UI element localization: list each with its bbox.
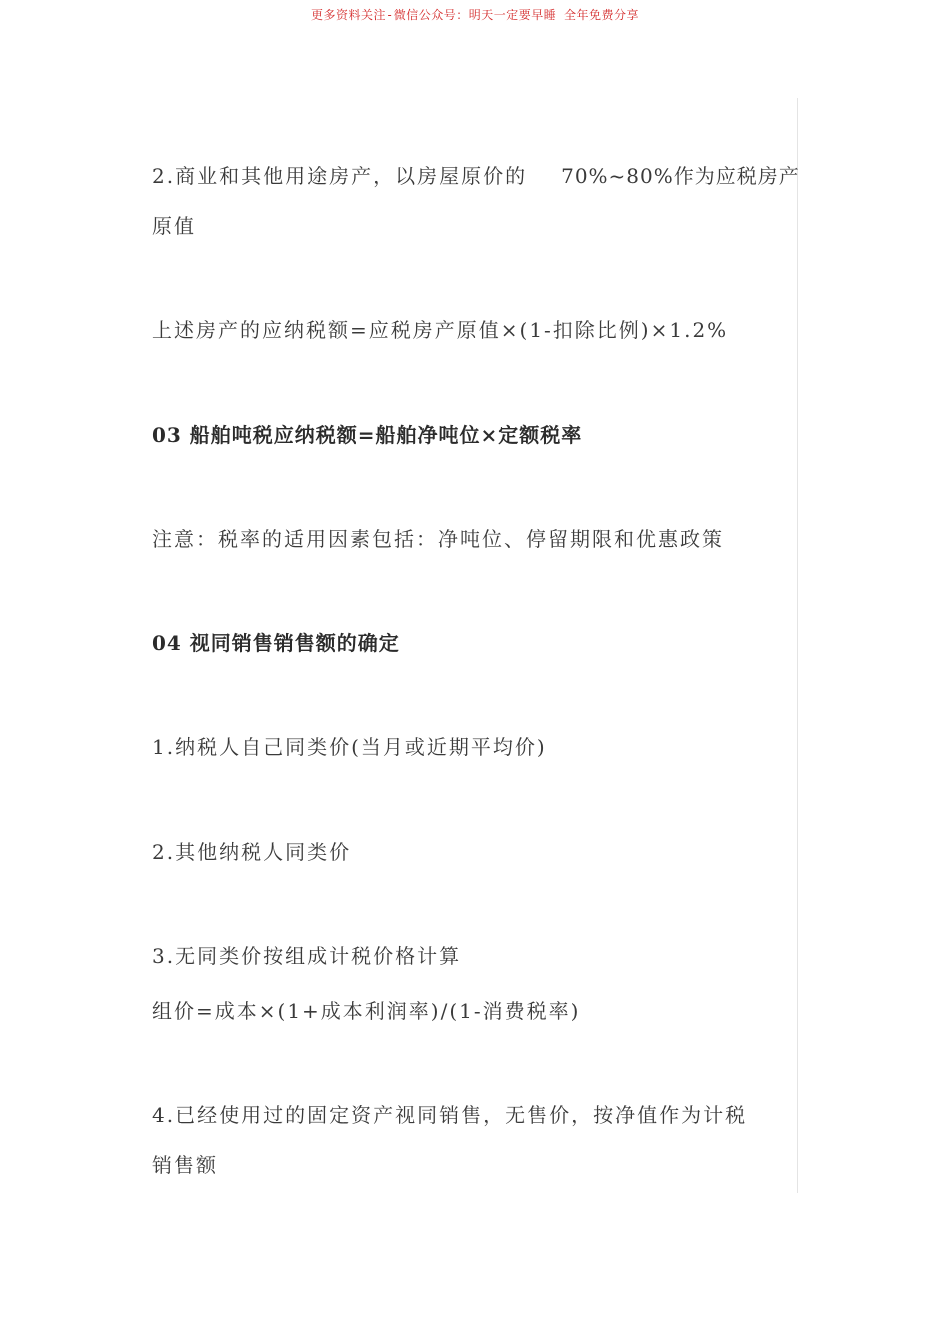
list-item-used-fixed-assets: 4.已经使用过的固定资产视同销售，无售价，按净值作为计税 [152,1103,748,1127]
list-item-other-price: 2.其他纳税人同类价 [152,840,352,864]
paragraph-commercial-property-continuation: 原值 [152,214,196,238]
header-banner: 更多资料关注-微信公众号：明天一定要早睡 全年免费分享 [311,8,639,22]
heading-section-04: 04 视同销售销售额的确定 [152,631,400,655]
paragraph-commercial-property [152,164,800,188]
page-edge-rule [797,98,798,1193]
note-tax-rate-factors: 注意：税率的适用因素包括：净吨位、停留期限和优惠政策 [152,527,724,551]
list-item-used-fixed-assets-continuation: 销售额 [152,1153,218,1177]
list-item-same-price: 1.纳税人自己同类价(当月或近期平均价) [152,735,547,759]
formula-property-tax: 上述房产的应纳税额=应税房产原值×(1-扣除比例)×1.2% [152,318,729,342]
formula-composite-price: 组价=成本×(1+成本利润率)/(1-消费税率) [152,999,581,1023]
paragraph-commercial-property-text-2: 70%~80%作为应税房产 [561,164,800,188]
paragraph-commercial-property-text-1: 2.商业和其他用途房产，以房屋原价的 [152,164,528,188]
list-item-composite-price: 3.无同类价按组成计税价格计算 [152,944,462,968]
heading-section-03: 03 船舶吨税应纳税额=船舶净吨位×定额税率 [152,423,583,447]
